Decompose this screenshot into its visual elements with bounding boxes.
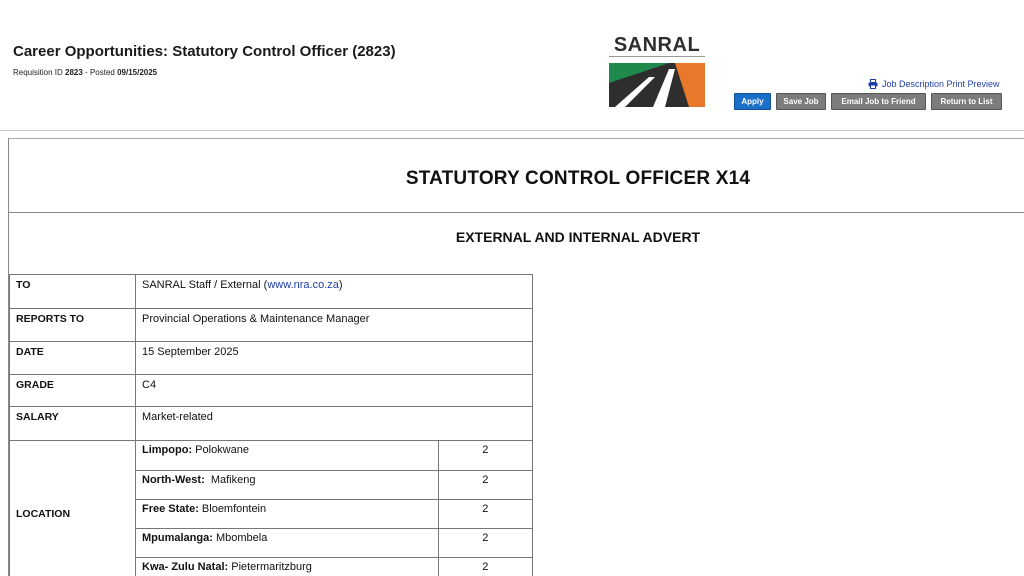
doc-subtitle: EXTERNAL AND INTERNAL ADVERT xyxy=(455,229,701,245)
logo-divider xyxy=(609,56,705,59)
location-name: Free State: Bloemfontein xyxy=(136,499,438,528)
location-name: Mpumalanga: Mbombela xyxy=(136,528,438,557)
location-row xyxy=(136,528,532,557)
nra-website-link[interactable]: www.nra.co.za xyxy=(267,279,339,291)
salary-label: SALARY xyxy=(10,407,136,441)
grade-value: C4 xyxy=(136,375,533,407)
location-label: LOCATION xyxy=(10,441,136,576)
save-job-button[interactable]: Save Job xyxy=(776,93,826,110)
to-value: SANRAL Staff / External (www.nra.co.za) xyxy=(136,275,533,309)
grade-label: GRADE xyxy=(10,375,136,407)
doc-title-row xyxy=(9,139,1024,213)
page-title: Career Opportunities: Statutory Control Officer (2823) xyxy=(13,43,396,60)
table-row xyxy=(10,309,533,342)
reports-to-label: REPORTS TO xyxy=(10,309,136,342)
reports-to-value: Provincial Operations & Maintenance Manager xyxy=(136,309,533,342)
location-row xyxy=(136,557,532,576)
table-row xyxy=(10,275,533,309)
salary-value: Market-related xyxy=(136,407,533,441)
page-header xyxy=(0,0,1024,131)
table-row xyxy=(10,407,533,441)
sanral-logo xyxy=(607,34,707,110)
location-row xyxy=(136,499,532,528)
job-description-document xyxy=(8,138,1024,576)
table-row xyxy=(10,375,533,407)
location-name: North-West: Mafikeng xyxy=(136,470,438,499)
logo-road-mark xyxy=(609,63,705,107)
job-info-table xyxy=(9,274,533,576)
date-label: DATE xyxy=(10,342,136,375)
location-name: Limpopo: Polokwane xyxy=(136,441,438,470)
location-count: 2 xyxy=(438,528,532,557)
location-count: 2 xyxy=(438,470,532,499)
location-count: 2 xyxy=(438,499,532,528)
location-row xyxy=(136,470,532,499)
location-count: 2 xyxy=(438,441,532,470)
logo-wordmark: SANRAL xyxy=(613,34,701,56)
apply-button[interactable]: Apply xyxy=(734,93,771,110)
table-row xyxy=(10,441,533,576)
return-to-list-button[interactable]: Return to List xyxy=(931,93,1002,110)
location-name: Kwa- Zulu Natal: Pietermaritzburg xyxy=(136,557,438,576)
doc-title: STATUTORY CONTROL OFFICER X14 xyxy=(405,168,751,189)
print-preview-link[interactable]: Job Description Print Preview xyxy=(868,79,1000,89)
email-job-button[interactable]: Email Job to Friend xyxy=(831,93,926,110)
location-table xyxy=(136,441,532,576)
location-cell xyxy=(136,441,533,576)
requisition-info: Requisition ID 2823 - Posted 09/15/2025 xyxy=(13,68,158,77)
location-row xyxy=(136,441,532,470)
posted-date: 09/15/2025 xyxy=(117,68,158,77)
printer-icon xyxy=(868,79,878,89)
requisition-id: 2823 xyxy=(65,68,83,77)
to-label: TO xyxy=(10,275,136,309)
table-row xyxy=(10,342,533,375)
date-value: 15 September 2025 xyxy=(136,342,533,375)
location-count: 2 xyxy=(438,557,532,576)
